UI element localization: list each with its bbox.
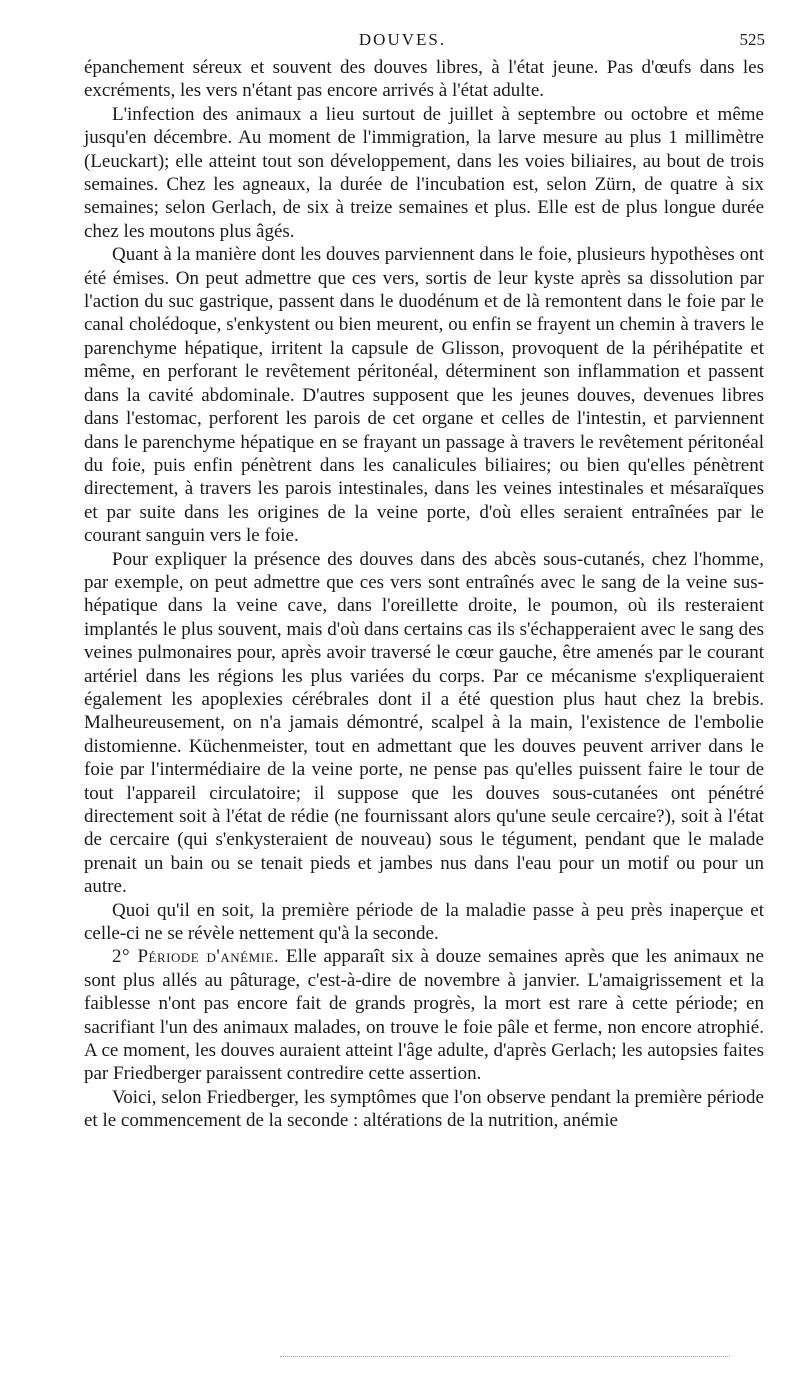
footer-print-marks [280,1356,730,1359]
paragraph-5: Quoi qu'il en soit, la première période de la maladie passe à peu près inaperçue et celle-ci ne se révèle nettement qu'à la seconde. [84,899,764,945]
running-title: DOUVES. [358,30,447,49]
page-header [40,30,765,54]
paragraph-1: épanchement séreux et souvent des douves libres, à l'état jeune. Pas d'œufs dans les excréments, les vers n'étant pas encore arrivés à l'état adulte. [84,57,764,102]
paragraph-4: Pour expliquer la présence des douves dans des abcès sous-cutanés, chez l'homme, par exemple, on peut admettre que ces vers sont entraînés avec le sang de la veine sus-hépatique dans la veine cave, dans l'oreillette droite, le poumon, où ils resteraient implantés le plus souvent, mais d'où dans certains cas ils s'échapperaient avec le sang des veines pulmonaires pour, après avoir traversé le cœur gauche, être amenés par le courant artériel dans les régions les plus variées du corps. Par ce mécanisme s'expliqueraient également les apoplexies cérébrales dont il a été question plus haut chez la brebis. Malheureusement, on n'a jamais démontré, scalpel à la main, l'existence de l'embolie distomienne. Küchenmeister, tout en admettant que les douves peuvent arriver dans le foie par l'intermédiaire de la veine porte, ne pense pas qu'elles puissent faire le tour de tout l'appareil circulatoire; il suppose que les douves sous-cutanées ont pénétré directement soit à l'état de rédie (ne fournissant alors qu'une seule cercaire?), soit à l'état de cercaire (qui s'enkysteraient de nouveau) sous le tégument, pendant que le malade prenait un bain ou se tenait pieds et jambes nus dans l'eau pour un motif ou pour un autre. [84,548,764,898]
paragraph-7: Voici, selon Friedberger, les symptômes que l'on observe pendant la première période et le commencement de la seconde : altérations de la nutrition, anémie [84,1086,764,1132]
paragraph-6-text: Elle apparaît six à douze semaines après que les animaux ne sont plus allés au pâturage, c'est-à-dire de novembre à janvier. L'amaigrissement et la faiblesse n'ont pas encore fait de grands progrès, la mort est rare à cette période; en sacrifiant l'un des animaux malades, on trouve le foie pâle et ferme, non encore atrophié. A ce moment, les douves auraient atteint l'âge adulte, d'après Gerlach; les autopsies faites par Friedberger paraissent contredire cette assertion. [84,946,764,1085]
page-number: 525 [739,30,765,49]
section-heading: 2° Période d'anémie. [112,946,280,968]
paragraph-2: L'infection des animaux a lieu surtout de juillet à septembre ou octobre et même jusqu'en décembre. Au moment de l'immigration, la larve mesure au plus 1 millimètre (Leuckart); elle atteint tout son développement, dans les voies biliaires, au bout de trois semaines. Chez les agneaux, la durée de l'incubation est, selon Zürn, de quatre à six semaines; selon Gerlach, de six à treize semaines et plus. Elle est de plus longue durée chez les moutons plus âgés. [84,103,764,242]
paragraph-6 [84,945,764,1085]
body-text [84,56,764,1133]
paragraph-3: Quant à la manière dont les douves parviennent dans le foie, plusieurs hypothèses ont été émises. On peut admettre que ces vers, sortis de leur kyste après sa dissolution par l'action du suc gastrique, passent dans le duodénum et de là remontent dans le foie par le canal cholédoque, s'enkystent ou bien meurent, ou enfin se frayent un chemin à travers le parenchyme hépatique, irritent la capsule de Glisson, provoquent de la périhépatite et même, en perforant le revêtement péritonéal, déterminent son inflammation et passent dans la cavité abdominale. D'autres supposent que les jeunes douves, devenues libres dans l'estomac, perforent les parois de cet organe et celles de l'intestin, et parviennent dans le parenchyme hépatique en se frayant un passage à travers le revêtement péritonéal du foie, puis enfin pénètrent dans les canalicules biliaires; ou bien qu'elles pénètrent directement, à travers les parois intestinales, dans les veines intestinales et mésaraïques et par suite dans les origines de la veine porte, d'où elles seraient entraînées par le courant sanguin vers le foie. [84,244,764,547]
